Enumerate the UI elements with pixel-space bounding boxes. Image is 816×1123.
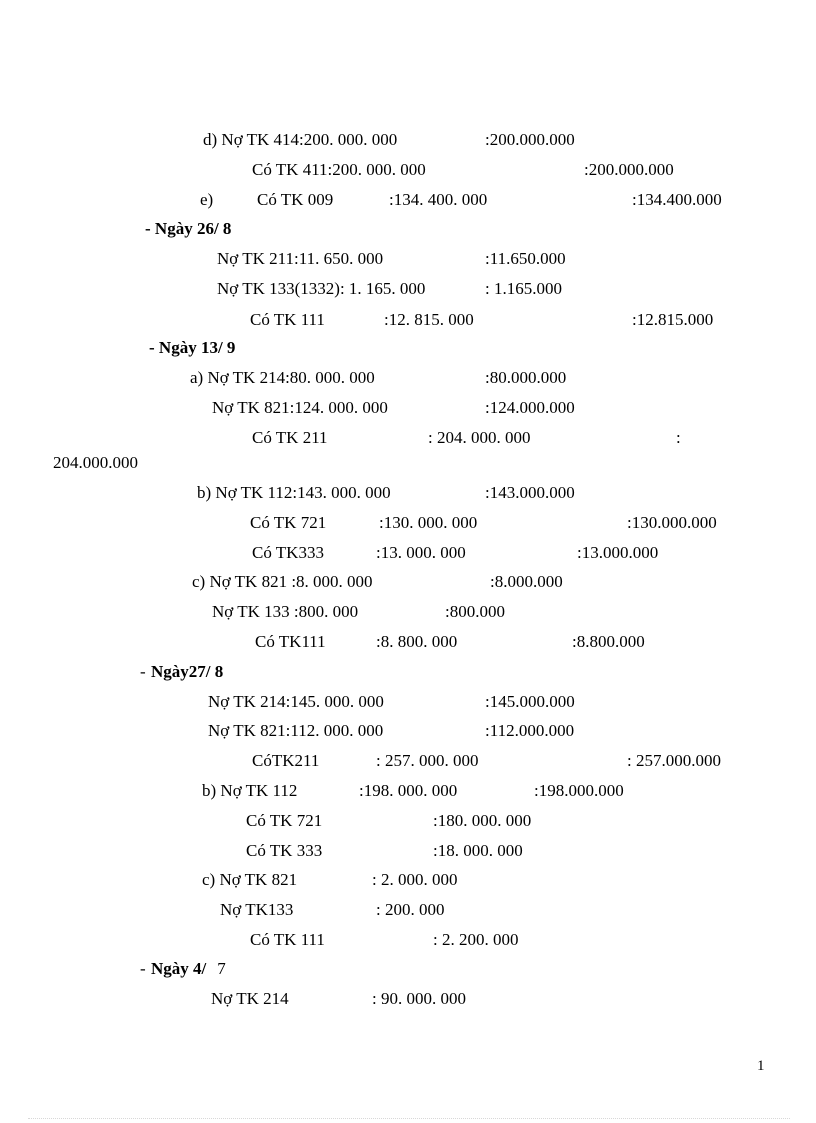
- entry-line: Có TK 721: [250, 513, 327, 532]
- date-heading: Ngày27/ 8: [151, 662, 224, 681]
- entry-line: Nợ TK 211:11. 650. 000: [217, 249, 384, 268]
- entry-line: Nợ TK 133 :800. 000: [212, 602, 359, 621]
- entry-line: Có TK 111: [250, 930, 325, 949]
- entry-line: Có TK 009: [257, 190, 334, 209]
- entry-amount: : 1.165.000: [485, 279, 562, 298]
- entry-amount: : 257. 000. 000: [376, 751, 479, 770]
- entry-line: Nợ TK 214:145. 000. 000: [208, 692, 384, 711]
- entry-line: b) Nợ TK 112:143. 000. 000: [197, 483, 391, 502]
- entry-amount: :130. 000. 000: [379, 513, 478, 532]
- date-heading-dash: -: [140, 959, 150, 978]
- entry-amount: :180. 000. 000: [433, 811, 532, 830]
- entry-amount: :8.800.000: [572, 632, 645, 651]
- entry-amount: :13.000.000: [577, 543, 659, 562]
- date-heading-day: 7: [213, 959, 226, 978]
- date-heading: Ngày 4/: [151, 959, 207, 978]
- entry-amount: :198.000.000: [534, 781, 624, 800]
- entry-line: Nợ TK 133(1332): 1. 165. 000: [217, 279, 426, 298]
- entry-line: CóTK211: [252, 751, 320, 770]
- entry-amount: :124.000.000: [485, 398, 575, 417]
- entry-amount: :198. 000. 000: [359, 781, 458, 800]
- entry-line: c) Nợ TK 821: [202, 870, 298, 889]
- entry-amount: :134.400.000: [632, 190, 722, 209]
- entry-amount: :: [676, 428, 681, 447]
- entry-amount: : 200. 000: [376, 900, 445, 919]
- date-heading: - Ngày 26/ 8: [145, 219, 232, 238]
- entry-amount: : 2. 200. 000: [433, 930, 519, 949]
- entry-amount: :13. 000. 000: [376, 543, 466, 562]
- entry-amount: :12.815.000: [632, 310, 714, 329]
- entry-amount: : 257.000.000: [627, 751, 721, 770]
- entry-amount: :143.000.000: [485, 483, 575, 502]
- entry-line: Có TK 411:200. 000. 000: [252, 160, 426, 179]
- entry-line: Nợ TK 821:124. 000. 000: [212, 398, 388, 417]
- entry-amount: :80.000.000: [485, 368, 567, 387]
- entry-amount: 204.000.000: [53, 453, 138, 472]
- entry-amount: :12. 815. 000: [384, 310, 474, 329]
- entry-line: Có TK333: [252, 543, 324, 562]
- entry-amount: :134. 400. 000: [389, 190, 488, 209]
- entry-line: Có TK 333: [246, 841, 323, 860]
- entry-line: Nợ TK 214: [211, 989, 289, 1008]
- entry-amount: :130.000.000: [627, 513, 717, 532]
- entry-line: b) Nợ TK 112: [202, 781, 298, 800]
- entry-amount: : 90. 000. 000: [372, 989, 466, 1008]
- date-heading: - Ngày 13/ 9: [149, 338, 236, 357]
- entry-line: d) Nợ TK 414:200. 000. 000: [203, 130, 398, 149]
- entry-amount: :112.000.000: [485, 721, 575, 740]
- entry-amount: :800.000: [445, 602, 505, 621]
- entry-amount: :145.000.000: [485, 692, 575, 711]
- entry-amount: :200.000.000: [485, 130, 575, 149]
- entry-amount: :18. 000. 000: [433, 841, 523, 860]
- entry-amount: :8.000.000: [490, 572, 563, 591]
- entry-line: c) Nợ TK 821 :8. 000. 000: [192, 572, 373, 591]
- entry-line: Có TK 211: [252, 428, 328, 447]
- entry-amount: :8. 800. 000: [376, 632, 458, 651]
- entry-line: Có TK 111: [250, 310, 325, 329]
- entry-line: Có TK111: [255, 632, 326, 651]
- entry-amount: : 2. 000. 000: [372, 870, 458, 889]
- page-number: 1: [757, 1058, 765, 1074]
- entry-amount: : 204. 000. 000: [428, 428, 531, 447]
- entry-line: a) Nợ TK 214:80. 000. 000: [190, 368, 375, 387]
- entry-line: Có TK 721: [246, 811, 323, 830]
- footer-divider: [28, 1118, 790, 1119]
- entry-line: Nợ TK133: [220, 900, 294, 919]
- entry-label: e): [200, 190, 214, 209]
- entry-line: Nợ TK 821:112. 000. 000: [208, 721, 384, 740]
- entry-amount: :200.000.000: [584, 160, 674, 179]
- entry-amount: :11.650.000: [485, 249, 566, 268]
- date-heading-dash: -: [140, 662, 150, 681]
